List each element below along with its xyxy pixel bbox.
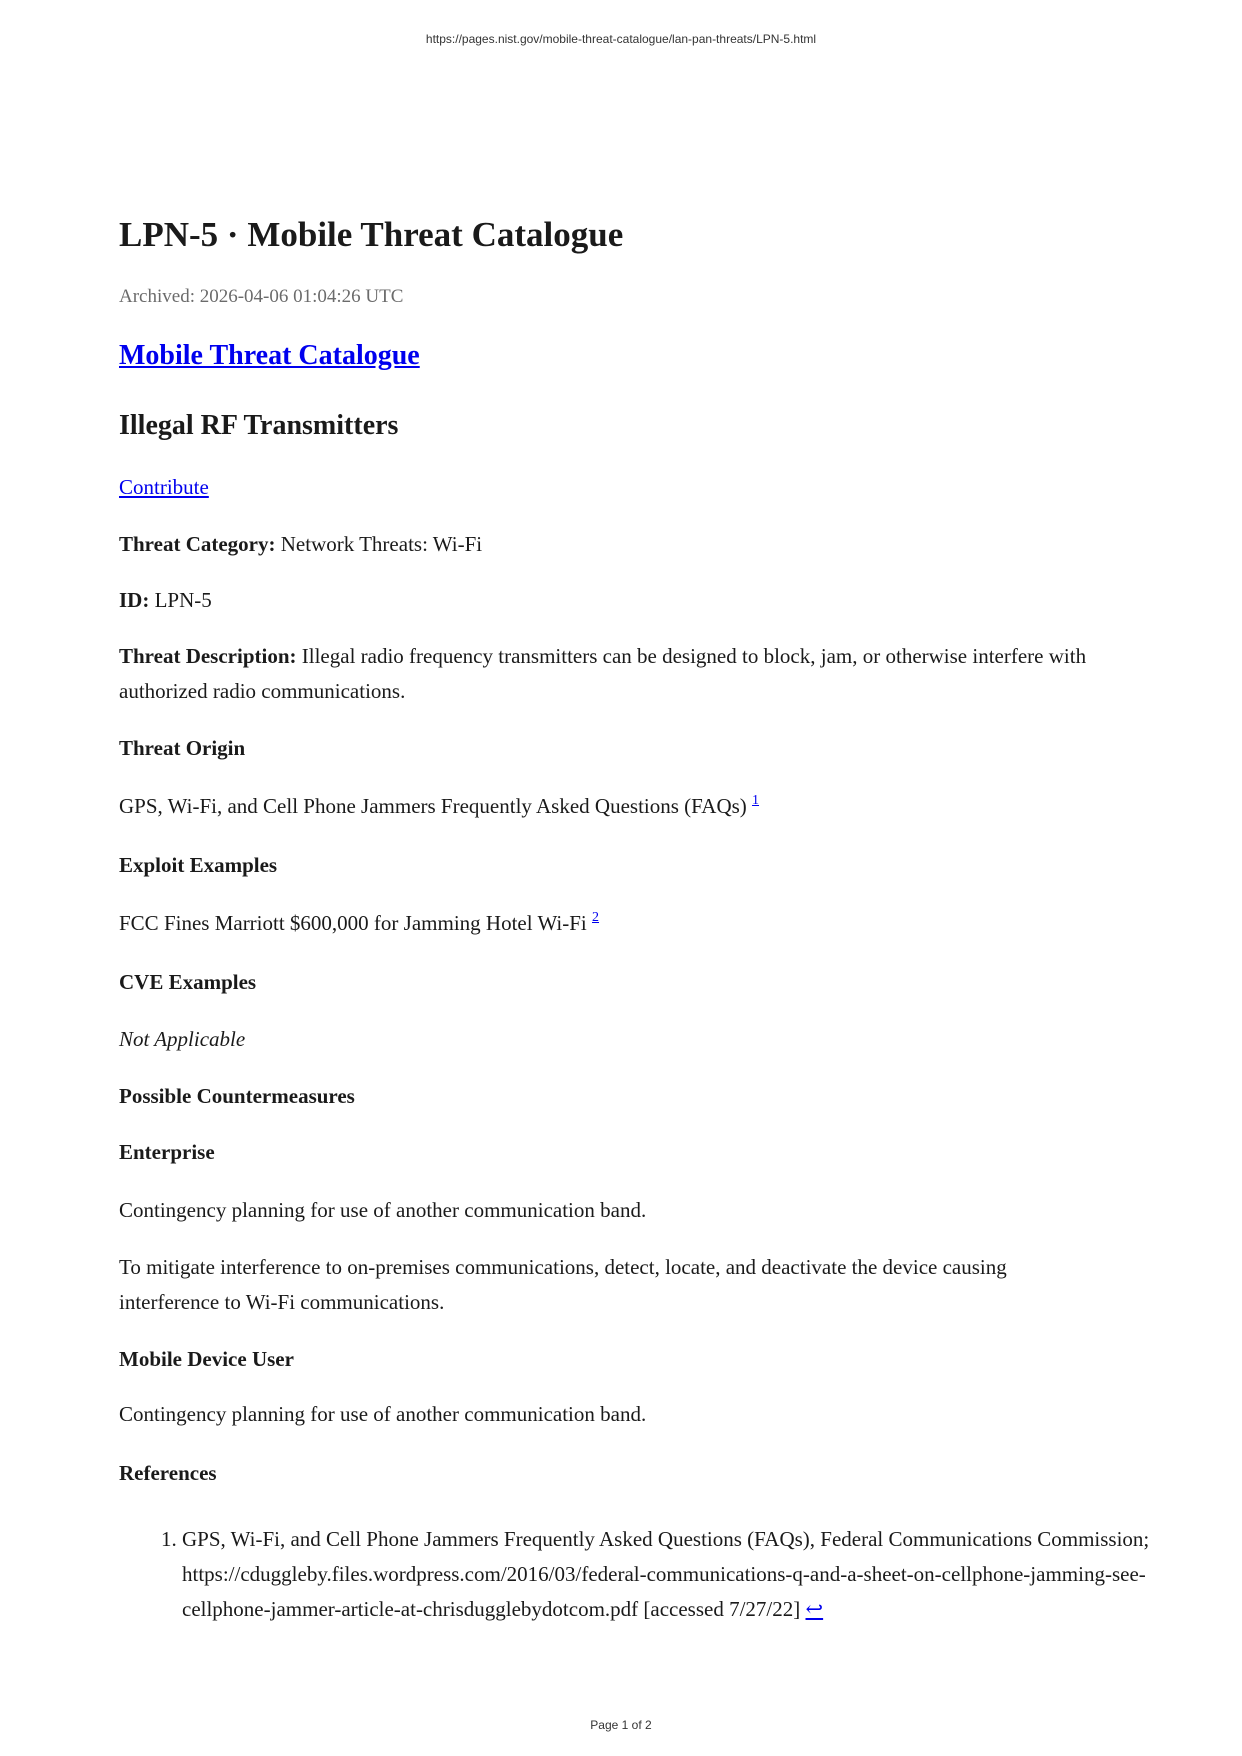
threat-title: Illegal RF Transmitters: [119, 410, 399, 441]
enterprise-countermeasure: To mitigate interference to on-premises communications, detect, locate, and deactivate the device causing interference to Wi-Fi communications.: [119, 1255, 1007, 1314]
threat-id-value: LPN-5: [154, 588, 212, 612]
exploit-examples-heading: Exploit Examples: [119, 853, 278, 877]
page-indicator: Page 1 of 2: [590, 1718, 652, 1732]
page-url: https://pages.nist.gov/mobile-threat-catalogue/lan-pan-threats/LPN-5.html: [425, 32, 817, 46]
cve-examples-heading: CVE Examples: [119, 970, 257, 994]
countermeasures-heading: Possible Countermeasures: [119, 1084, 355, 1108]
threat-category: [119, 527, 1109, 562]
catalogue-home-link[interactable]: Mobile Threat Catalogue: [119, 340, 420, 371]
threat-category-label: Threat Category:: [119, 532, 276, 556]
threat-origin-value: GPS, Wi-Fi, and Cell Phone Jammers Frequently Asked Questions (FAQs): [119, 794, 747, 818]
threat-origin-heading: Threat Origin: [119, 736, 246, 760]
threat-description: [119, 639, 1109, 709]
threat-id-label: ID:: [119, 588, 150, 612]
contribute-row: [119, 470, 1109, 505]
exploit-example-value: FCC Fines Marriott $600,000 for Jamming Hotel Wi-Fi: [119, 911, 587, 935]
threat-description-label: Threat Description:: [119, 644, 297, 668]
references-list: [119, 1522, 1182, 1627]
footnote-link-2[interactable]: 2: [592, 910, 600, 925]
enterprise-heading: Enterprise: [119, 1140, 215, 1164]
threat-category-value: Network Threats: Wi-Fi: [280, 532, 483, 556]
enterprise-countermeasure: Contingency planning for use of another communication band.: [119, 1198, 647, 1222]
reference-backlink-icon[interactable]: ↩: [805, 1597, 824, 1621]
mobile-user-countermeasure: Contingency planning for use of another communication band.: [119, 1402, 647, 1426]
contribute-link[interactable]: Contribute: [119, 475, 209, 499]
threat-id: [119, 583, 1109, 618]
threat-origin-text: [119, 789, 1109, 824]
footnote-link-1[interactable]: 1: [752, 793, 760, 808]
threat-description-value: Illegal radio frequency transmitters can be designed to block, jam, or otherwise interfere with authorized radio communications.: [119, 644, 1087, 703]
mobile-user-heading: Mobile Device User: [119, 1347, 294, 1371]
reference-item: [182, 1522, 1182, 1627]
exploit-examples-text: [119, 906, 1109, 941]
archived-timestamp: Archived: 2026-04-06 01:04:26 UTC: [119, 286, 404, 307]
reference-text: GPS, Wi-Fi, and Cell Phone Jammers Frequently Asked Questions (FAQs), Federal Communications Commission; https://cduggleby.files.wordpress.com/2016/03/federal-communications-q-and-a-sheet-on-cellphone-jamming-see-cellphone-jammer-article-at-chrisdugglebydotcom.pdf [accessed 7/27/22]: [182, 1527, 1150, 1621]
page-title: LPN-5 · Mobile Threat Catalogue: [119, 215, 624, 254]
references-heading: References: [119, 1461, 217, 1485]
cve-examples-text: Not Applicable: [119, 1027, 246, 1051]
